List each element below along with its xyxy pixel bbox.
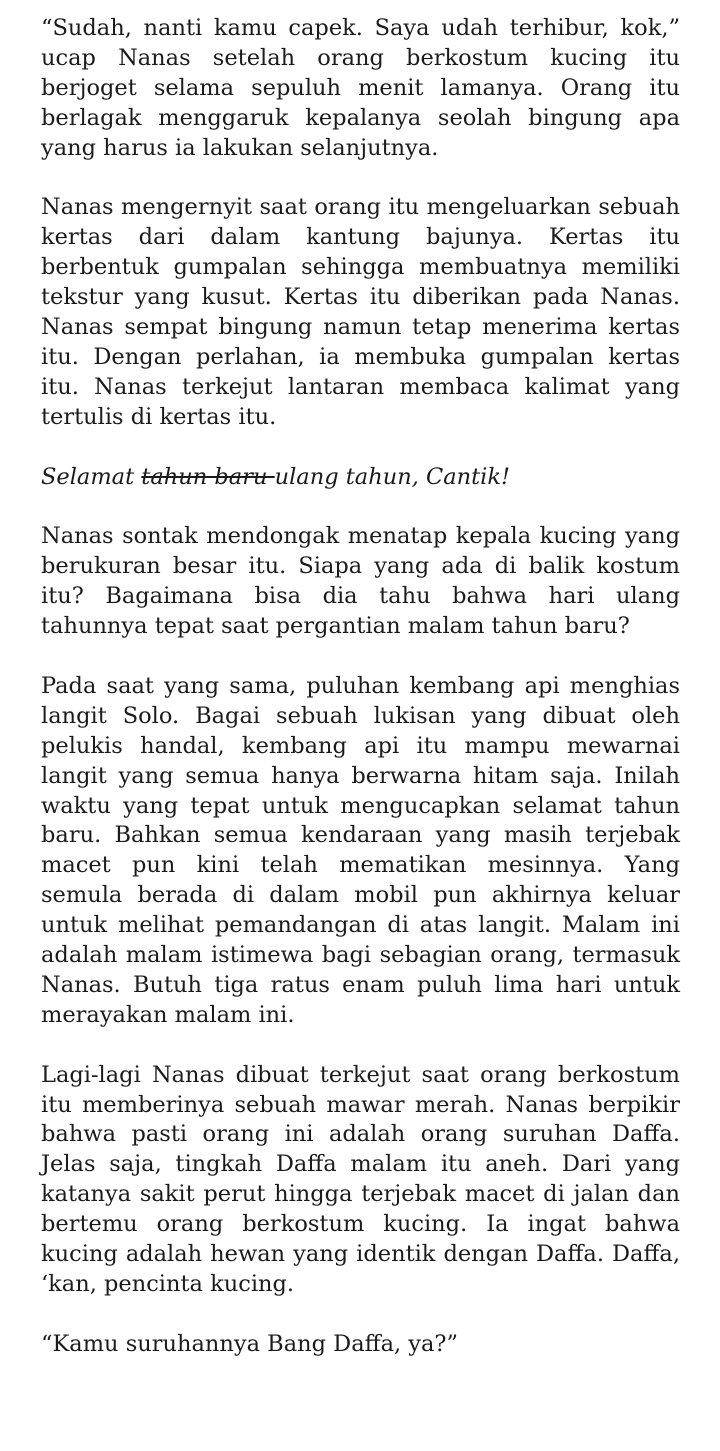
paragraph-3: Nanas sontak mendongak menatap kepala kucing yang berukuran besar itu. Siapa yang ada di balik kostum itu? Bagaimana bisa dia tahu bahwa hari ulang tahunnya tepat saat pergantian malam tahun baru?	[41, 523, 680, 640]
paragraph-1: “Sudah, nanti kamu capek. Saya udah terhibur, kok,” ucap Nanas setelah orang berkostum kucing itu berjoget selama sepuluh menit lamanya. Orang itu berlagak menggaruk kepalanya seolah bingung apa yang harus ia lakukan selanjutnya.	[41, 15, 680, 161]
paragraph-5: Lagi-lagi Nanas dibuat terkejut saat orang berkostum itu memberinya sebuah mawar merah. Nanas berpikir bahwa pasti orang ini adalah orang suruhan Daffa. Jelas saja, tingkah Daffa malam itu aneh. Dari yang katanya sakit perut hingga terjebak macet di jalan dan bertemu orang berkostum kucing. Ia ingat bahwa kucing adalah hewan yang identik dengan Daffa. Daffa, ‘kan, pencinta kucing.	[41, 1061, 680, 1297]
paragraph-2: Nanas mengernyit saat orang itu mengeluarkan sebuah kertas dari dalam kantung bajunya. Kertas itu berbentuk gumpalan sehingga membuatnya memiliki tekstur yang kusut. Kertas itu diberikan pada Nanas. Nanas sempat bingung namun tetap menerima kertas itu. Dengan perlahan, ia membuka gumpalan kertas itu. Nanas terkejut lantaran membaca kalimat yang tertulis di kertas itu.	[41, 194, 680, 430]
paragraph-6-dialogue: “Kamu suruhannya Bang Daffa, ya?”	[41, 1330, 458, 1357]
note-line	[41, 463, 680, 493]
note-after: ulang tahun, Cantik!	[274, 463, 511, 490]
note-struck-text: tahun baru	[141, 463, 275, 490]
note-before: Selamat	[41, 463, 142, 490]
paragraph-4: Pada saat yang sama, puluhan kembang api menghias langit Solo. Bagai sebuah lukisan yang dibuat oleh pelukis handal, kembang api itu mampu mewarnai langit yang semua hanya berwarna hitam saja. Inilah waktu yang tepat untuk mengucapkan selamat tahun baru. Bahkan semua kendaraan yang masih terjebak macet pun kini telah mematikan mesinnya. Yang semula berada di dalam mobil pun akhirnya keluar untuk melihat pemandangan di atas langit. Malam ini adalah malam istimewa bagi sebagian orang, termasuk Nanas. Butuh tiga ratus enam puluh lima hari untuk merayakan malam ini.	[41, 672, 680, 1028]
